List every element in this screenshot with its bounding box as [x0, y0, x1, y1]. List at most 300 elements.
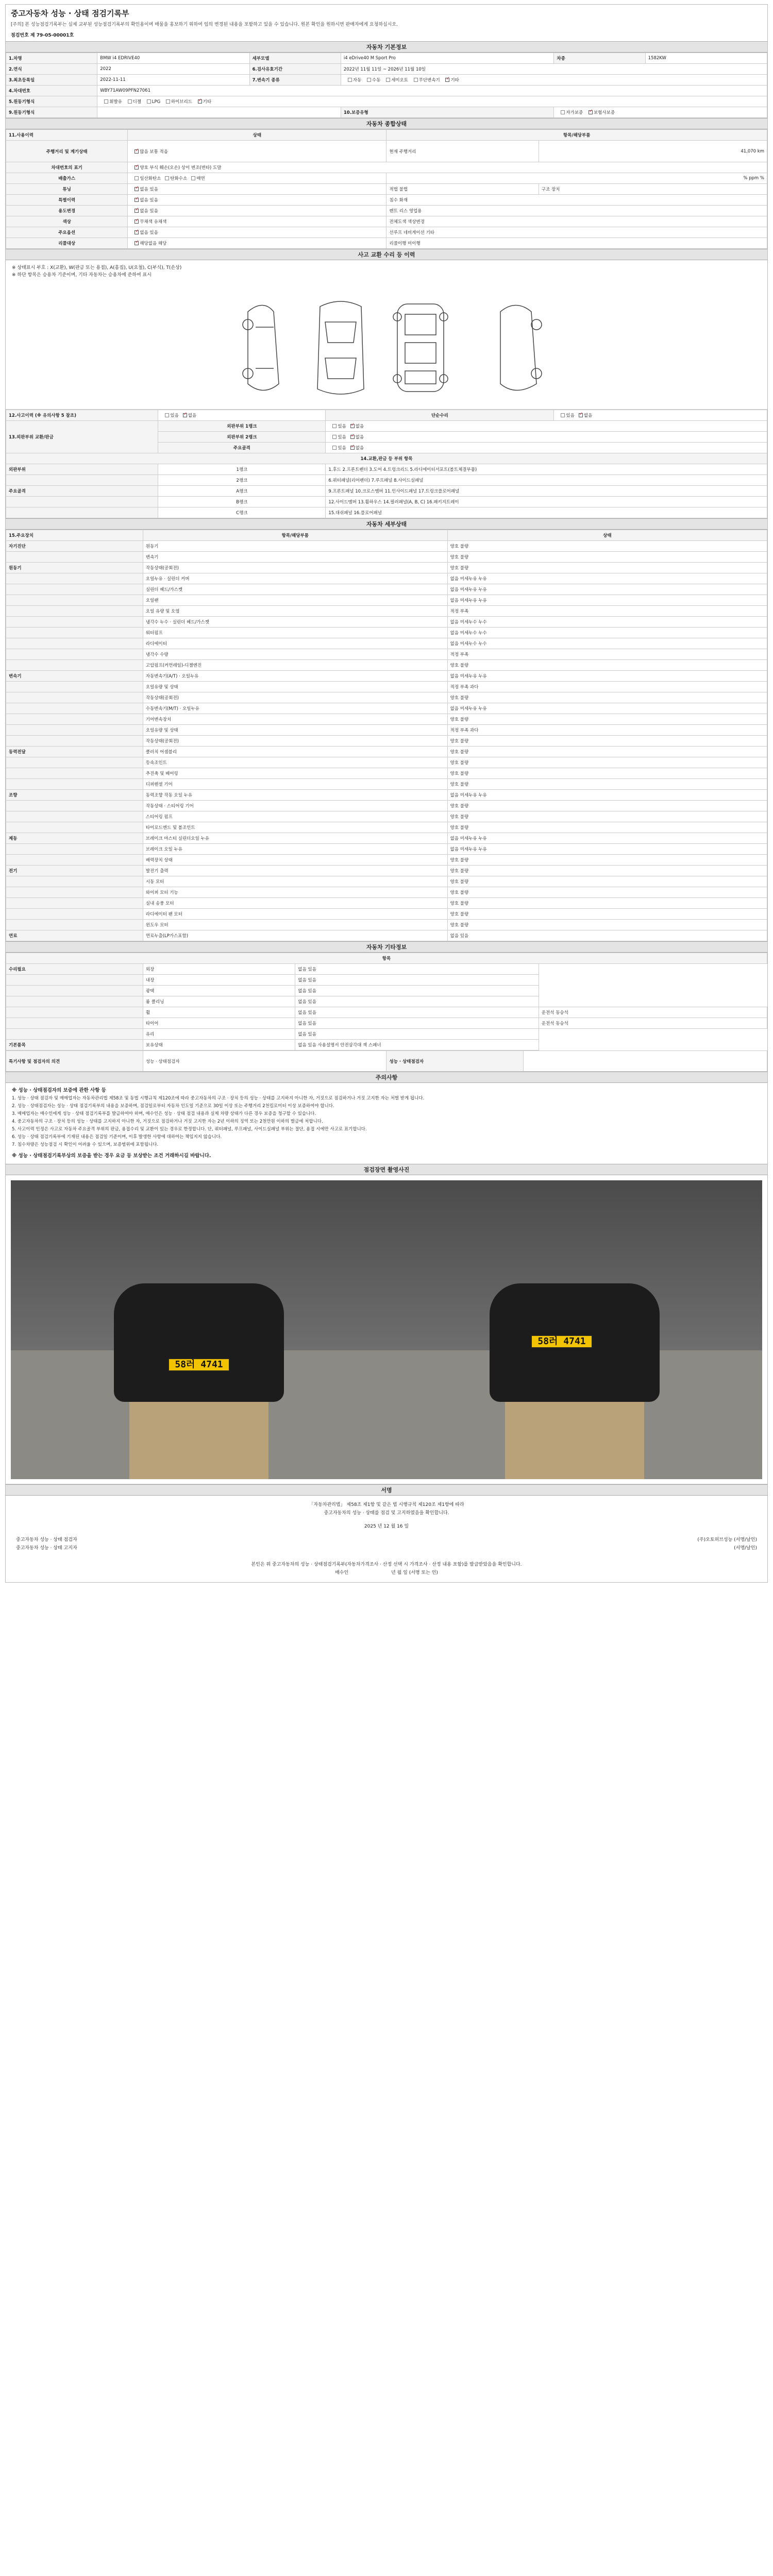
row-group [6, 801, 143, 811]
checkbox-checked[interactable] [135, 209, 139, 213]
sign-line: 중고자동차의 성능 · 상태를 점검 및 고지하였음을 확인합니다. [324, 1511, 449, 1516]
table-row [6, 833, 767, 844]
section-basic-info: 자동차 기본정보 [6, 41, 767, 53]
row-group [6, 682, 143, 692]
row-status: 없음 미세누수 누수 [447, 617, 767, 628]
table-row [6, 410, 767, 421]
car-front [114, 1283, 284, 1402]
checkbox-checked[interactable] [589, 110, 593, 114]
row-status: 없음 있음 [295, 986, 539, 996]
row-status: 양호 불량 [447, 909, 767, 920]
table-row [6, 920, 767, 930]
table-row [6, 898, 767, 909]
caution-line: 4. 중고자동차의 구조 · 장치 등의 성능 · 상태를 고지하지 아니한 자, 거짓으로 점검하거나 거짓 고지한 자는 2년 이하의 징역 또는 2천만원 이하의 벌금에 처합니다. [12, 1119, 323, 1124]
row-group [6, 552, 143, 563]
checkbox[interactable] [135, 176, 139, 180]
row-item: 작동상태(공회전) [143, 563, 447, 573]
inspection-photos [6, 1175, 767, 1484]
row-group [6, 584, 143, 595]
row-label: 튜닝 [6, 184, 128, 195]
checkbox-checked[interactable] [135, 198, 139, 202]
fuel-label: 5.원동기형식 [6, 96, 97, 107]
caution-line: 3. 매매업자는 매수인에게 성능 · 상태 점검기록부를 발급하여야 하며, 매수인은 성능 · 상태 점검 내용과 실제 차량 상태가 다른 경우 보증을 청구할 수 있습니다. [12, 1111, 316, 1116]
warranty-label: 10.보증유형 [341, 107, 554, 118]
checkbox-checked[interactable] [135, 165, 139, 170]
table-row [6, 497, 767, 507]
frame-group [6, 497, 158, 507]
table-row [6, 822, 767, 833]
validity-label: 6.검사유효기간 [249, 64, 341, 75]
table-row [6, 96, 767, 107]
table-row [6, 876, 767, 887]
engine-type-value [97, 107, 341, 118]
row-group [6, 996, 143, 1007]
row-item: 등속조인트 [143, 757, 447, 768]
row-label: 색상 [6, 216, 128, 227]
caution-line: 6. 성능 · 상태 점검기록부에 기재된 내용은 점검일 기준이며, 이후 발생한 사항에 대하여는 책임지지 않습니다. [12, 1134, 222, 1140]
row-group [6, 714, 143, 725]
table-row [6, 173, 767, 184]
table-row [6, 975, 767, 986]
row-item: 배력장치 상태 [143, 855, 447, 866]
checkbox-checked[interactable] [198, 99, 202, 104]
checkbox[interactable] [332, 435, 337, 439]
checkbox-checked[interactable] [579, 413, 583, 417]
license-plate: 58러 4741 [168, 1358, 230, 1371]
checkbox-checked[interactable] [135, 241, 139, 245]
row-status: 적정 부족 [447, 649, 767, 660]
row-group [6, 595, 143, 606]
table-row [6, 986, 767, 996]
row-status: 없음 있음 [447, 930, 767, 941]
checkbox[interactable] [166, 99, 170, 104]
checkbox-checked[interactable] [135, 187, 139, 191]
row-status: 없음 미세누수 누수 [447, 638, 767, 649]
first-reg-value: 2022-11-11 [97, 75, 249, 86]
table-row [6, 855, 767, 866]
table-row [6, 866, 767, 876]
table-row [6, 53, 767, 64]
table-row [6, 909, 767, 920]
license-plate: 58러 4741 [531, 1335, 593, 1348]
row-status: 없음 있음 [295, 996, 539, 1007]
section-caution: 주의사항 [6, 1072, 767, 1083]
row-item: 오일 유량 및 오염 [143, 606, 447, 617]
inspector-label: 중고자동차 성능 · 상태 점검자 [16, 1537, 77, 1543]
table-row [6, 195, 767, 206]
detail-model-value: i4 eDrive40 M Sport Pro [341, 53, 554, 64]
row-status: ✓ 무채색 유채색 [128, 216, 386, 227]
table-row [6, 638, 767, 649]
row-status: 없음 있음 [295, 1018, 539, 1029]
row-status: 양호 불량 [447, 714, 767, 725]
notice-text: [주의] 본 성능점검기록부는 실제 교부된 성능점검기록부의 확인용이며 매물을 홍보하기 위하여 임의 변경된 내용을 포함하고 있을 수 있습니다. 원본 확인을 원하시면 판매자에게 요청하십시오. [11, 22, 398, 27]
row-status: 적정 부족 과다 [447, 725, 767, 736]
row-group [6, 887, 143, 898]
row-status: 없음 있음 [295, 1007, 539, 1018]
col-header: 상태 [447, 530, 767, 541]
table-row [6, 1018, 767, 1029]
row-status: ✓ 없음 있음 [128, 227, 386, 238]
col-header: 항목/해당부품 [143, 530, 447, 541]
row-status: ✓ 양호 부식 훼손(오손) 상이 변조(변타) 도말 [128, 162, 767, 173]
car-outline-diagram [232, 296, 552, 399]
row-group [6, 1029, 143, 1040]
frame-group: 외판부위 [6, 464, 158, 475]
table-row [6, 107, 767, 118]
row-item: 라디에이터 [143, 638, 447, 649]
row-item: 수동변속기(M/T) · 오일누유 [143, 703, 447, 714]
opinion-inspector: 성능 · 상태점검자 [143, 1051, 386, 1072]
row-item: 윈도우 모터 [143, 920, 447, 930]
row-item: 구조 장치 [539, 184, 767, 195]
row-group [6, 822, 143, 833]
table-row [6, 1040, 767, 1050]
frame-parts: 15.대쉬패널 16.플로어패널 [326, 507, 767, 518]
row-group [6, 876, 143, 887]
row-item: 유리 [143, 1029, 295, 1040]
year-value: 2022 [97, 64, 249, 75]
car-type-label: 차종 [554, 53, 645, 64]
checkbox-checked[interactable] [183, 413, 187, 417]
checkbox[interactable] [348, 78, 352, 82]
table-row [6, 703, 767, 714]
checkbox-checked[interactable] [350, 446, 355, 450]
row-item: 룸 클리닝 [143, 996, 295, 1007]
checkbox-checked[interactable] [135, 149, 139, 154]
row-status: 없음 미세누유 누유 [447, 833, 767, 844]
table-header [6, 530, 767, 541]
table-row [6, 801, 767, 811]
row-group: 조향 [6, 790, 143, 801]
row-status: 없음 있음 [295, 964, 539, 975]
row-item: 추진축 및 베어링 [143, 768, 447, 779]
row-status: 양호 불량 [447, 866, 767, 876]
table-row [6, 747, 767, 757]
checkbox[interactable] [191, 176, 195, 180]
opinion-inspector-label: 성능 · 상태점검자 [386, 1051, 524, 1072]
row-status: 양호 불량 [447, 563, 767, 573]
table-row [6, 162, 767, 173]
table-row [6, 86, 767, 96]
frame-group [6, 475, 158, 486]
checkbox[interactable] [332, 446, 337, 450]
row-item: 내장 [143, 975, 295, 986]
frame-parts: 9.프론트패널 10.크로스멤버 11.인사이드패널 17.트렁크플로어패널 [326, 486, 767, 497]
table-row [6, 595, 767, 606]
row-item: 자동변속기(A/T) · 오일누유 [143, 671, 447, 682]
table-row [6, 184, 767, 195]
row-status: 없음 있음 [295, 1029, 539, 1040]
document-number: 점검번호 제 79-05-00001호 [11, 33, 74, 38]
row-group [6, 920, 143, 930]
checkbox[interactable] [414, 78, 418, 82]
sign-line: 「자동차관리법」 제58조 제1항 및 같은 법 시행규칙 제120조 제1항에 따라 [309, 1502, 464, 1507]
table-row [6, 811, 767, 822]
row-status: 양호 불량 [447, 736, 767, 747]
row-status: 양호 불량 [447, 920, 767, 930]
checkbox-checked[interactable] [135, 230, 139, 234]
accident-table [6, 410, 767, 518]
fuel-options: 휘발유 디젤 LPG 하이브리드 ✓ 기타 [97, 96, 767, 107]
transmission-label: 7.변속기 종류 [249, 75, 341, 86]
row-item: 현재 주행거리 [386, 141, 539, 162]
row-item: 작동상태(공회전) [143, 736, 447, 747]
inspector-signature: (주)오토허브성능 (서명/날인) [697, 1537, 757, 1543]
caution-title: ※ 성능 · 상태점검자의 보증에 관한 사항 등 [12, 1088, 106, 1093]
col-header: 항목/해당부품 [386, 130, 767, 141]
row-label: 리콜대상 [6, 238, 128, 249]
caution-text [6, 1083, 767, 1164]
row-item: 보유상태 [143, 1040, 295, 1050]
rank-value: 있음✓ 없음 [326, 443, 767, 453]
checkbox[interactable] [386, 78, 390, 82]
row-status: ✓ 없음 있음 [128, 195, 386, 206]
row-item: 광택 [143, 986, 295, 996]
row-item: 고압펌프(커먼레일)-디젤엔진 [143, 660, 447, 671]
table-row [6, 64, 767, 75]
row-status: 일산화탄소 탄화수소 매연 [128, 173, 386, 184]
first-reg-label: 3.최초등록일 [6, 75, 97, 86]
table-row [6, 227, 767, 238]
sign-row [6, 1536, 767, 1544]
checkbox-checked[interactable] [350, 435, 355, 439]
row-item: 오일유량 및 상태 [143, 725, 447, 736]
row-item: 실린더 헤드/가스켓 [143, 584, 447, 595]
table-row [6, 1051, 767, 1072]
table-header [6, 130, 767, 141]
row-status: 양호 불량 [447, 822, 767, 833]
row-item: 기어변속장치 [143, 714, 447, 725]
checkbox[interactable] [104, 99, 108, 104]
signature-block [6, 1496, 767, 1582]
row-status: ✓ 없음 있음 [128, 184, 386, 195]
table-row [6, 790, 767, 801]
table-row [6, 996, 767, 1007]
table-row [6, 725, 767, 736]
row-status: ✓ 해당없음 해당 [128, 238, 386, 249]
row-status: 없음 미세누유 누유 [447, 790, 767, 801]
row-group [6, 573, 143, 584]
row-item: 리콜이행 미이행 [386, 238, 767, 249]
row-status: 양호 불량 [447, 660, 767, 671]
checkbox[interactable] [561, 413, 565, 417]
row-item: 타이로드엔드 및 볼조인트 [143, 822, 447, 833]
engine-type-label: 9.원동기형식 [6, 107, 97, 118]
row-group [6, 606, 143, 617]
table-header [6, 453, 767, 464]
row-group [6, 628, 143, 638]
row-group [6, 844, 143, 855]
table-row [6, 421, 767, 432]
table-row [6, 682, 767, 692]
table-row [6, 552, 767, 563]
row-status: 양호 불량 [447, 541, 767, 552]
row-status: 양호 불량 [447, 811, 767, 822]
checkbox-checked[interactable] [445, 78, 449, 82]
table-row [6, 844, 767, 855]
overall-table [6, 129, 767, 249]
table-row [6, 1029, 767, 1040]
table-row [6, 671, 767, 682]
frame-parts: 1.후드 2.프론트펜더 3.도어 4.트렁크리드 5.라디에이터서포트(볼트체결부품) [326, 464, 767, 475]
row-status: 적정 부족 과다 [447, 682, 767, 692]
row-item: 렌트 리스 영업용 [386, 206, 767, 216]
caution-line: 7. 침수차량은 성능점검 시 확인이 어려울 수 있으며, 보증범위에 포함됩니다. [12, 1142, 159, 1147]
section-photo: 점검장면 촬영사진 [6, 1164, 767, 1175]
row-item: 타이어 [143, 1018, 295, 1029]
col-header: 상태 [128, 130, 386, 141]
checkbox-checked[interactable] [350, 424, 355, 428]
row-group: 연료 [6, 930, 143, 941]
row-status: 양호 불량 [447, 779, 767, 790]
legend-line: ※ 상태표시 부호 : X(교환), W(판금 또는 용접), A(흠집), U(요철), C(부식), T(손상) [12, 265, 182, 270]
row-group [6, 638, 143, 649]
row-label: 용도변경 [6, 206, 128, 216]
table-row [6, 617, 767, 628]
row-item: 변속기 [143, 552, 447, 563]
table-row [6, 1007, 767, 1018]
transmission-options: 자동 수동 세미오토 무단변속기 ✓ 기타 [341, 75, 767, 86]
row-item: 와이퍼 모터 기능 [143, 887, 447, 898]
row-item: 휠 [143, 1007, 295, 1018]
row-item: 디퍼렌셜 기어 [143, 779, 447, 790]
row-status: 없음 미세누유 누유 [447, 573, 767, 584]
table-header [6, 953, 767, 964]
buyer-ack: 본인은 위 중고자동차의 성능 · 상태점검기록부(자동차가격조사 · 산정 선택 시 가격조사 · 산정 내용 포함)를 발급받았음을 확인합니다. [251, 1562, 522, 1567]
row-item: 침수 화재 [386, 195, 767, 206]
row-status: 양호 불량 [447, 768, 767, 779]
caution-line: 1. 성능 · 상태 점검자 및 매매업자는 자동차관리법 제58조 및 동법 시행규칙 제120조에 따라 중고자동차의 구조 · 장치 등의 성능 · 상태를 고지하지 아니한 자, 거짓으로 점검하거나 거짓 고지한 자는 처벌 받게 됩니다. [12, 1096, 425, 1101]
table-row [6, 660, 767, 671]
car-name-label: 1.차명 [6, 53, 97, 64]
table-row [6, 628, 767, 638]
row-group: 원동기 [6, 563, 143, 573]
notifier-signature: (서명/날인) [734, 1546, 757, 1551]
checkbox[interactable] [332, 424, 337, 428]
row-group [6, 736, 143, 747]
row-item: 브레이크 마스터 실린더오일 누유 [143, 833, 447, 844]
table-row [6, 541, 767, 552]
row-status: 없음 있음 사용설명서 안전삼각대 잭 스패너 [295, 1040, 539, 1050]
table-row [6, 206, 767, 216]
row-group [6, 617, 143, 628]
frame-group: 주요골격 [6, 486, 158, 497]
table-row [6, 141, 767, 162]
row-item: 연료누출(LP가스포함) [143, 930, 447, 941]
checkbox[interactable] [367, 78, 371, 82]
table-row [6, 216, 767, 227]
row-status: ✓ 많음 보통 적음 [128, 141, 386, 162]
checkbox-checked[interactable] [135, 219, 139, 224]
row-group: 변속기 [6, 671, 143, 682]
rear-photo [386, 1180, 762, 1479]
row-item: 워터펌프 [143, 628, 447, 638]
frame-rank: C랭크 [158, 507, 326, 518]
row-group [6, 1018, 143, 1029]
warranty-options: 자가보증 ✓ 보험사보증 [554, 107, 767, 118]
col-header: 15.주요장치 [6, 530, 143, 541]
row-status: 양호 불량 [447, 692, 767, 703]
row-status: 양호 불량 [447, 898, 767, 909]
row-status: 없음 있음 [295, 975, 539, 986]
row-group [6, 898, 143, 909]
row-status: 없음 미세누유 누유 [447, 671, 767, 682]
row-item: 냉각수 수량 [143, 649, 447, 660]
validity-value: 2022년 11월 11일 ~ 2026년 11월 10일 [341, 64, 767, 75]
section-other: 자동차 기타정보 [6, 941, 767, 953]
row-group: 자기진단 [6, 541, 143, 552]
accident-history-value: 있음✓ 없음 [158, 410, 326, 421]
buyer-sign-row [6, 1569, 767, 1577]
frame-rank: B랭크 [158, 497, 326, 507]
section-sign: 서명 [6, 1484, 767, 1496]
lift-ramp [129, 1402, 268, 1479]
row-group [6, 779, 143, 790]
row-group: 동력전달 [6, 747, 143, 757]
row-item: 냉각수 누수 · 실린더 헤드/가스켓 [143, 617, 447, 628]
row-status: 양호 불량 [447, 876, 767, 887]
opinion-table [6, 1050, 767, 1072]
table-row [6, 736, 767, 747]
table-row [6, 692, 767, 703]
row-item: 스티어링 펌프 [143, 811, 447, 822]
row-group [6, 768, 143, 779]
row-label: 주행거리 및 계기상태 [6, 141, 128, 162]
row-label: 특별이력 [6, 195, 128, 206]
table-row [6, 964, 767, 975]
row-status: 양호 불량 [447, 747, 767, 757]
row-item: 브레이크 오일 누유 [143, 844, 447, 855]
row-status: 없음 미세누유 누유 [447, 844, 767, 855]
caution-line: 5. 사고이력 인정은 사고로 자동차 주요골격 부위의 판금, 용접수리 및 교환이 있는 경우로 한정합니다. 단, 쿼터패널, 루프패널, 사이드실패널 부위는 절단, 용접 시에만 사고로 표기합니다. [12, 1127, 367, 1132]
checkbox[interactable] [165, 176, 169, 180]
vin-label: 4.차대번호 [6, 86, 97, 96]
rank-label: 주요골격 [158, 443, 326, 453]
row-item: 작동상태(공회전) [143, 692, 447, 703]
document-title: 중고자동차 성능 · 상태 점검기록부 [11, 9, 129, 18]
checkbox[interactable] [165, 413, 169, 417]
section-overall: 자동차 종합상태 [6, 118, 767, 129]
row-group [6, 703, 143, 714]
row-item: 오일누유 · 실린더 커버 [143, 573, 447, 584]
caution-line: 2. 성능 · 상태점검자는 성능 · 상태 점검기록부의 내용을 보증하며, 점검일로부터 자동차 인도일 기준으로 30일 이상 또는 주행거리 2천킬로미터 이상 보증하여야 합니다. [12, 1104, 334, 1109]
row-status: 양호 불량 [447, 887, 767, 898]
notifier-label: 중고자동차 성능 · 상태 고지자 [16, 1546, 77, 1551]
table-row [6, 714, 767, 725]
exterior-panel-label: 13.외판부위 교환/판금 [6, 421, 158, 453]
row-group [6, 1007, 143, 1018]
sign-date: 2025 년 12 월 16 일 [364, 1524, 409, 1529]
row-status: 없음 미세누유 누유 [447, 584, 767, 595]
table-row [6, 768, 767, 779]
checkbox[interactable] [147, 99, 151, 104]
detail-table [6, 530, 767, 941]
lift-ramp [505, 1402, 644, 1479]
row-group [6, 725, 143, 736]
simple-repair-label: 단순수리 [326, 410, 554, 421]
row-status: 양호 불량 [447, 757, 767, 768]
mileage-value: 41,070 km [539, 141, 767, 162]
row-status: 없음 미세누유 누유 [447, 595, 767, 606]
checkbox[interactable] [561, 110, 565, 114]
car-type-value: 1582KW [645, 53, 767, 64]
frame-parts: 6.쿼터패널(리어펜더) 7.루프패널 8.사이드실패널 [326, 475, 767, 486]
table-row [6, 779, 767, 790]
frame-rank: 2랭크 [158, 475, 326, 486]
vin-value: WBY71AW09PFN27061 [97, 86, 767, 96]
checkbox[interactable] [128, 99, 132, 104]
